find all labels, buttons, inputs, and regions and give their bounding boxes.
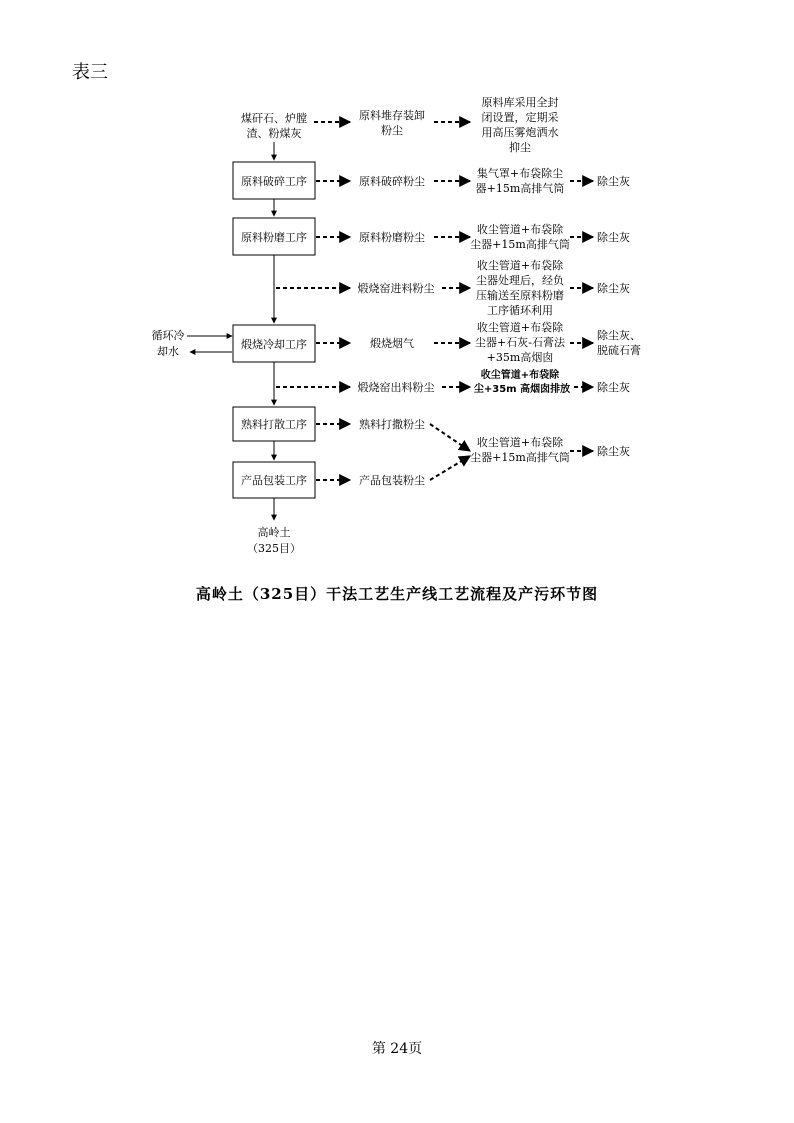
cooling-water-label-line-2: 却水: [157, 345, 179, 358]
measure-storage-line-2: 闭设置，定期采: [481, 111, 559, 124]
measure-final-line-1: 收尘管道+布袋除: [476, 436, 564, 449]
output-kiln-discharge: 除尘灰: [597, 381, 630, 394]
process-box-scattering: [233, 407, 315, 441]
process-label-crushing: 原料破碎工序: [241, 175, 307, 188]
process-label-calcination: 煅烧冷却工序: [241, 338, 307, 351]
measure-final-line-2: 尘器+15m高排气筒: [470, 451, 570, 464]
output-kiln-feed: 除尘灰: [597, 282, 630, 295]
pollutant-kiln-discharge: 煅烧窑出料粉尘: [357, 381, 435, 394]
measure-flue-gas-line-2: 尘器+石灰-石膏法: [475, 336, 565, 349]
process-box-packaging: [233, 462, 315, 498]
measure-kiln-feed-line-1: 收尘管道+布袋除: [476, 259, 564, 272]
measure-kiln-feed-line-4: 工序循环利用: [487, 304, 553, 317]
measure-storage-line-3: 用高压雾炮洒水: [481, 126, 559, 139]
product-label-line-1: 高岭土: [257, 526, 291, 539]
raw-material-label-line-1: 煤矸石、炉膛: [241, 112, 307, 125]
process-label-scattering: 熟料打散工序: [241, 418, 307, 431]
measure-crushing-line-2: 器+15m高排气筒: [475, 182, 565, 195]
pollutant-scattering: 熟料打撒粉尘: [359, 418, 425, 431]
measure-storage-line-1: 原料库采用全封: [481, 96, 559, 109]
cooling-water-arrows: [187, 336, 232, 352]
cooling-water-label-line-1: 循环冷: [151, 329, 185, 342]
process-box-calcination: [233, 325, 315, 362]
process-label-grinding: 原料粉磨工序: [241, 231, 307, 244]
measure-storage-line-4: 抑尘: [509, 141, 531, 154]
output-flue-gas-line-1: 除尘灰、: [597, 329, 641, 342]
output-final: 除尘灰: [597, 445, 630, 458]
measure-kiln-discharge-line-2: 尘+35m 高烟囱排放: [473, 384, 571, 395]
output-crushing: 除尘灰: [597, 175, 630, 188]
measure-grinding-line-1: 收尘管道+布袋除: [476, 223, 564, 236]
process-box-crushing: [233, 162, 315, 199]
pollutant-grinding: 原料粉磨粉尘: [359, 231, 425, 244]
figure-caption: 高岭土（325目）干法工艺生产线工艺流程及产污环节图: [195, 585, 599, 603]
measure-kiln-feed-line-3: 压输送至原料粉磨: [476, 289, 564, 302]
pollutant-storage-line-1: 原料堆存装卸: [359, 109, 425, 122]
output-grinding: 除尘灰: [597, 231, 630, 244]
pollutant-kiln-feed: 煅烧窑进料粉尘: [357, 282, 435, 295]
pollutant-packaging: 产品包装粉尘: [359, 474, 425, 487]
measure-flue-gas-line-3: +35m高烟囱: [486, 351, 554, 364]
measure-crushing-line-1: 集气罩+布袋除尘: [476, 167, 564, 180]
pollutant-flue-gas: 煅烧烟气: [370, 337, 414, 350]
raw-material-label-line-2: 渣、粉煤灰: [246, 127, 302, 140]
process-box-grinding: [233, 218, 315, 255]
pollutant-crushing: 原料破碎粉尘: [359, 175, 425, 188]
table-label: 表三: [72, 62, 108, 83]
product-label-line-2: （325目）: [247, 542, 301, 555]
pollutant-storage-line-2: 粉尘: [381, 124, 403, 137]
measure-kiln-feed-line-2: 尘器处理后，经负: [476, 274, 564, 287]
measure-grinding-line-2: 尘器+15m高排气筒: [470, 238, 570, 251]
measure-flue-gas-line-1: 收尘管道+布袋除: [476, 321, 564, 334]
page-number: 第 24页: [371, 1041, 423, 1057]
measure-kiln-discharge-line-1: 收尘管道+布袋除: [480, 370, 560, 381]
output-flue-gas-line-2: 脱硫石膏: [597, 344, 641, 357]
process-label-packaging: 产品包装工序: [241, 474, 307, 487]
